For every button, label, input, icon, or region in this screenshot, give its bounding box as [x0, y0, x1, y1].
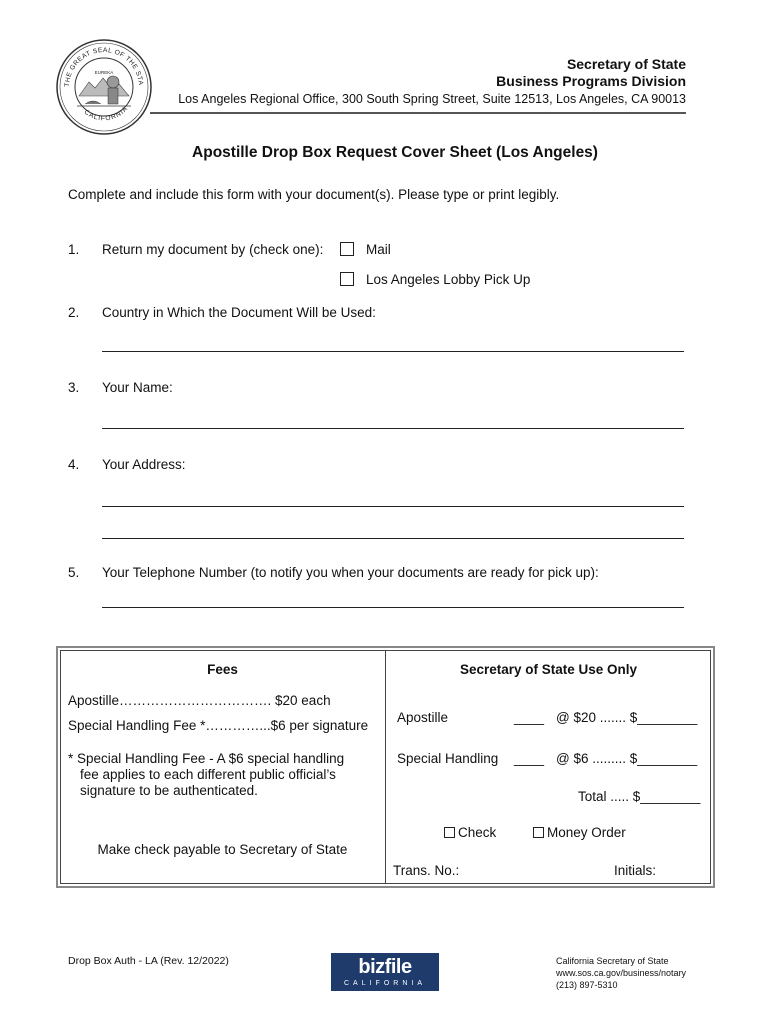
- logo-sub-text: CALIFORNIA: [343, 980, 426, 987]
- item-1-number: 1.: [68, 242, 80, 257]
- return-method-label: Return my document by (check one):: [102, 242, 324, 257]
- sos-apostille-qty: ____: [514, 710, 545, 725]
- country-label: Country in Which the Document Will be Used:: [102, 305, 376, 320]
- name-label: Your Name:: [102, 380, 173, 395]
- name-field[interactable]: [102, 428, 684, 429]
- bizfile-logo: [331, 953, 439, 991]
- country-field[interactable]: [102, 351, 684, 352]
- note-line-2: fee applies to each different public official’s: [80, 767, 336, 782]
- header-rule: [150, 112, 686, 114]
- telephone-field[interactable]: [102, 607, 684, 608]
- form-intro: Complete and include this form with your document(s). Please type or print legibly.: [68, 187, 560, 202]
- money-order-checkbox[interactable]: [533, 827, 544, 838]
- apostille-fee-line: Apostille……………………………. $20 each: [68, 693, 331, 708]
- lobby-pickup-checkbox[interactable]: [340, 272, 354, 286]
- special-handling-note: [68, 751, 368, 799]
- item-3-number: 3.: [68, 380, 80, 395]
- lobby-pickup-option-label: Los Angeles Lobby Pick Up: [366, 272, 531, 287]
- check-checkbox[interactable]: [444, 827, 455, 838]
- check-option[interactable]: [444, 825, 496, 840]
- item-4-number: 4.: [68, 457, 80, 472]
- office-title: Secretary of State: [566, 56, 686, 72]
- office-address: Los Angeles Regional Office, 300 South Spring Street, Suite 12513, Los Angeles, CA 90013: [178, 92, 686, 106]
- svg-text:CALIFORNIA: [83, 105, 130, 122]
- footer-phone: (213) 897-5310: [556, 980, 618, 990]
- item-5-number: 5.: [68, 565, 80, 580]
- telephone-label: Your Telephone Number (to notify you when your documents are ready for pick up):: [102, 565, 599, 580]
- special-handling-fee-line: Special Handling Fee *…………...$6 per signature: [68, 718, 369, 733]
- footer-org: California Secretary of State: [556, 956, 669, 966]
- note-line-3: signature to be authenticated.: [80, 783, 258, 798]
- seal-text-top: THE GREAT SEAL OF THE STA: [63, 46, 144, 88]
- note-line-1: * Special Handling Fee - A $6 special handling: [68, 751, 345, 766]
- form-title: Apostille Drop Box Request Cover Sheet (Los Angeles): [192, 144, 598, 161]
- fees-heading: Fees: [207, 662, 238, 677]
- footer-contact: [556, 955, 686, 991]
- address-field-line1[interactable]: [102, 506, 684, 507]
- form-id: Drop Box Auth - LA (Rev. 12/2022): [68, 955, 229, 967]
- mail-checkbox[interactable]: [340, 242, 354, 256]
- logo-main-text: bizfile: [358, 956, 412, 978]
- mail-option-label: Mail: [366, 242, 391, 257]
- sos-total: Total ..... $________: [578, 789, 701, 804]
- address-label: Your Address:: [102, 457, 186, 472]
- sos-use-heading: Secretary of State Use Only: [459, 662, 638, 677]
- footer-url: www.sos.ca.gov/business/notary: [556, 968, 687, 978]
- sos-apostille-rate: @ $20 ....... $________: [556, 710, 698, 725]
- initials-label: Initials:: [614, 863, 657, 878]
- svg-text:THE GREAT SEAL OF THE STATE OF: [55, 38, 144, 87]
- payable-note: Make check payable to Secretary of State: [97, 842, 348, 857]
- sos-handling-qty: ____: [514, 751, 545, 766]
- sos-apostille-label: Apostille: [397, 710, 449, 725]
- item-2-number: 2.: [68, 305, 80, 320]
- seal-text-bottom: CALIFORNIA: [82, 105, 130, 123]
- check-label: Check: [458, 825, 497, 840]
- address-field-line2[interactable]: [102, 538, 684, 539]
- state-seal: [55, 38, 153, 136]
- trans-no-label: Trans. No.:: [393, 863, 460, 878]
- money-order-option[interactable]: [533, 825, 626, 840]
- seal-motto: EUREKA: [94, 70, 114, 75]
- sos-handling-label: Special Handling: [397, 751, 499, 766]
- division-title: Business Programs Division: [496, 73, 686, 89]
- sos-handling-rate: @ $6 ......... $________: [556, 751, 698, 766]
- money-order-label: Money Order: [547, 825, 626, 840]
- fees-table-divider: [385, 650, 386, 884]
